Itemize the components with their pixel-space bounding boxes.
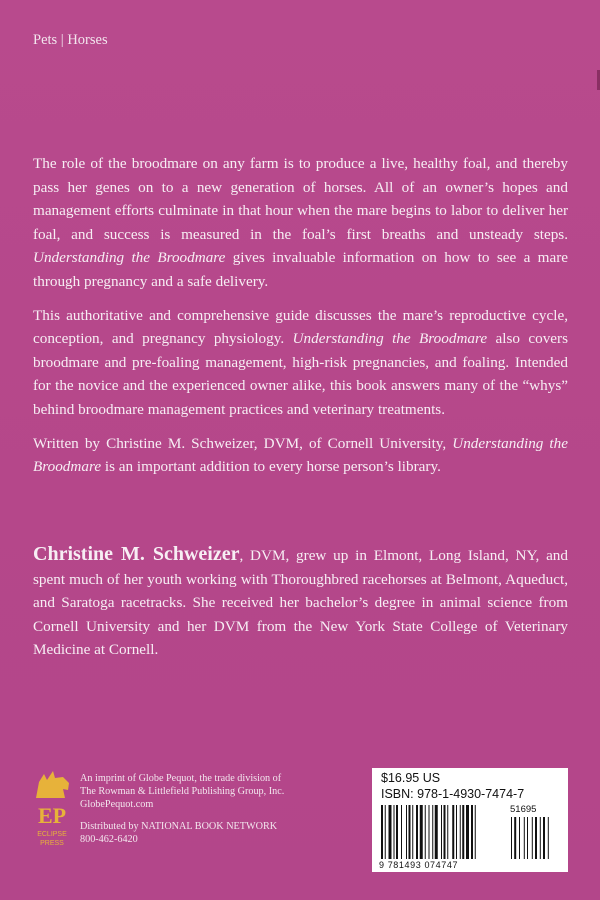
barcode-bar	[456, 805, 457, 859]
logo-line-2: PRESS	[40, 840, 64, 847]
barcode-bar	[441, 805, 442, 859]
barcode-bar	[381, 805, 383, 859]
barcode-bar	[394, 805, 395, 859]
barcode-addon-bar	[532, 817, 533, 859]
category-label: Pets | Horses	[33, 32, 108, 48]
imprint-line: The Rowman & Littlefield Publishing Group, Inc.	[80, 786, 285, 797]
barcode-bar	[396, 805, 398, 859]
barcode-bar	[435, 805, 438, 859]
barcode-bar	[425, 805, 426, 859]
barcode-digits: 9 781493 074747	[379, 860, 459, 870]
barcode-addon-bar	[511, 817, 512, 859]
price: $16.95 US	[381, 771, 441, 785]
barcode-bar	[462, 805, 464, 859]
barcode-bar	[389, 805, 392, 859]
barcode-addon-bar	[527, 817, 528, 859]
barcode-bar	[452, 805, 454, 859]
barcode-addon-bar	[524, 817, 525, 859]
barcode-addon-bar	[519, 817, 520, 859]
barcode-bar	[385, 805, 386, 859]
description-paragraph-1: The role of the broodmare on any farm is to produce a live, healthy foal, and thereby pass her genes on to a new generation of horses. All of an owner’s hopes and management efforts culminate in that hour when the mare begins to labor to deliver her foal, and success is measured in the foal’s first breaths and unsteady steps. Understanding the Broodmare gives invaluable information on how to see a mare through pregnancy and a safe delivery.	[33, 155, 568, 290]
logo-monogram: EP	[37, 803, 67, 828]
barcode-addon-bar	[548, 817, 549, 859]
barcode-bar	[471, 805, 473, 859]
barcode-bar	[401, 805, 402, 859]
publisher-imprint	[80, 772, 350, 846]
book-description	[33, 152, 568, 489]
barcode-addon-digits: 51695	[510, 804, 537, 815]
author-bio: Christine M. Schweizer, DVM, grew up in Elmont, Long Island, NY, and spent much of her youth working with Thoroughbred racehorses at Belmont, Aqueduct, and Saratoga racetracks. She received her bachelor’s degree in animal science from Cornell University and her DVM from the New York State College of Veterinary Medicine at Cornell.	[33, 543, 568, 659]
barcode-bars	[381, 805, 561, 861]
barcode-bar	[420, 805, 423, 859]
isbn: ISBN: 978-1-4930-7474-7	[381, 787, 525, 801]
barcode-bar	[475, 805, 476, 859]
eclipse-press-logo	[30, 768, 74, 852]
horse-head-icon	[36, 771, 69, 798]
distributor-phone: 800-462-6420	[80, 834, 138, 845]
barcode-bar	[444, 805, 446, 859]
barcode-bar	[460, 805, 461, 859]
book-title: Understanding the Broodmare	[33, 434, 568, 476]
barcode-bar	[432, 805, 433, 859]
imprint-website: GlobePequot.com	[80, 799, 154, 810]
barcode-bar	[416, 805, 418, 859]
barcode-addon-bar	[540, 817, 541, 859]
barcode-bar	[447, 805, 448, 859]
logo-line-1: ECLIPSE	[37, 831, 67, 838]
barcode-bar	[466, 805, 469, 859]
distributor-line: Distributed by NATIONAL BOOK NETWORK	[80, 821, 278, 832]
description-paragraph-2: This authoritative and comprehensive guide discusses the mare’s reproductive cycle, conception, and pregnancy physiology. Understanding the Broodmare also covers broodmare and pre-foaling management, high-risk pregnancies, and foaling. Intended for the novice and the experienced owner alike, this book answers many of the “whys” behind broodmare management practices and veterinary treatments.	[33, 306, 569, 418]
barcode-bar	[409, 805, 411, 859]
book-title: Understanding the Broodmare	[292, 330, 488, 348]
barcode-bar	[412, 805, 413, 859]
barcode-label	[372, 768, 568, 872]
barcode-bar	[429, 805, 430, 859]
barcode-addon-bar	[514, 817, 516, 859]
author-name: Christine M. Schweizer	[33, 543, 240, 565]
barcode-addon-bar	[535, 817, 537, 859]
description-paragraph-3: Written by Christine M. Schweizer, DVM, of Cornell University, Understanding the Broodmare is an important addition to every horse person’s library.	[33, 434, 568, 476]
book-title: Understanding the Broodmare	[33, 249, 226, 267]
imprint-line: An imprint of Globe Pequot, the trade division of	[80, 773, 282, 784]
barcode-bar	[406, 805, 407, 859]
barcode-addon-bar	[543, 817, 545, 859]
